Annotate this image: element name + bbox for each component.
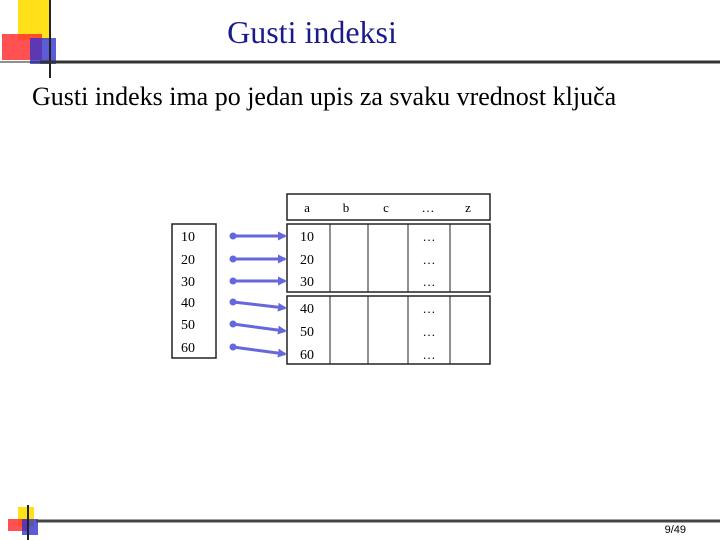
table-header-b: b (342, 200, 350, 215)
table-cell-ellipsis: … (422, 347, 436, 362)
index-key-10: 10 (181, 230, 195, 245)
table-cell-a-60: 60 (300, 348, 314, 363)
table-cell-a-50: 50 (300, 325, 314, 340)
data-block-1 (287, 224, 490, 292)
pointer-arrow (233, 347, 285, 354)
page-number: 9/49 (664, 524, 686, 536)
table-cell-ellipsis: … (422, 274, 436, 289)
index-key-40: 40 (181, 296, 195, 311)
table-cell-a-30: 30 (300, 275, 314, 290)
table-header-ellipsis: … (421, 200, 435, 215)
table-cell-a-40: 40 (300, 302, 314, 317)
table-cell-a-20: 20 (300, 253, 314, 268)
table-header-c: c (383, 200, 389, 215)
table-header-z: z (465, 200, 471, 215)
pointer-arrow (233, 302, 285, 308)
table-cell-ellipsis: … (422, 252, 436, 267)
slide-title: Gusti indeksi (227, 14, 397, 50)
slide-subtitle: Gusti indeks ima po jedan upis za svaku vrednost ključa (32, 82, 617, 111)
index-key-20: 20 (181, 253, 195, 268)
index-key-50: 50 (181, 318, 195, 333)
index-key-60: 60 (181, 341, 195, 356)
pointer-arrow (233, 324, 285, 331)
table-cell-ellipsis: … (422, 324, 436, 339)
table-cell-ellipsis: … (422, 229, 436, 244)
table-cell-a-10: 10 (300, 230, 314, 245)
data-block-2 (287, 296, 490, 364)
table-header-a: a (304, 200, 310, 215)
index-key-30: 30 (181, 275, 195, 290)
table-cell-ellipsis: … (422, 301, 436, 316)
